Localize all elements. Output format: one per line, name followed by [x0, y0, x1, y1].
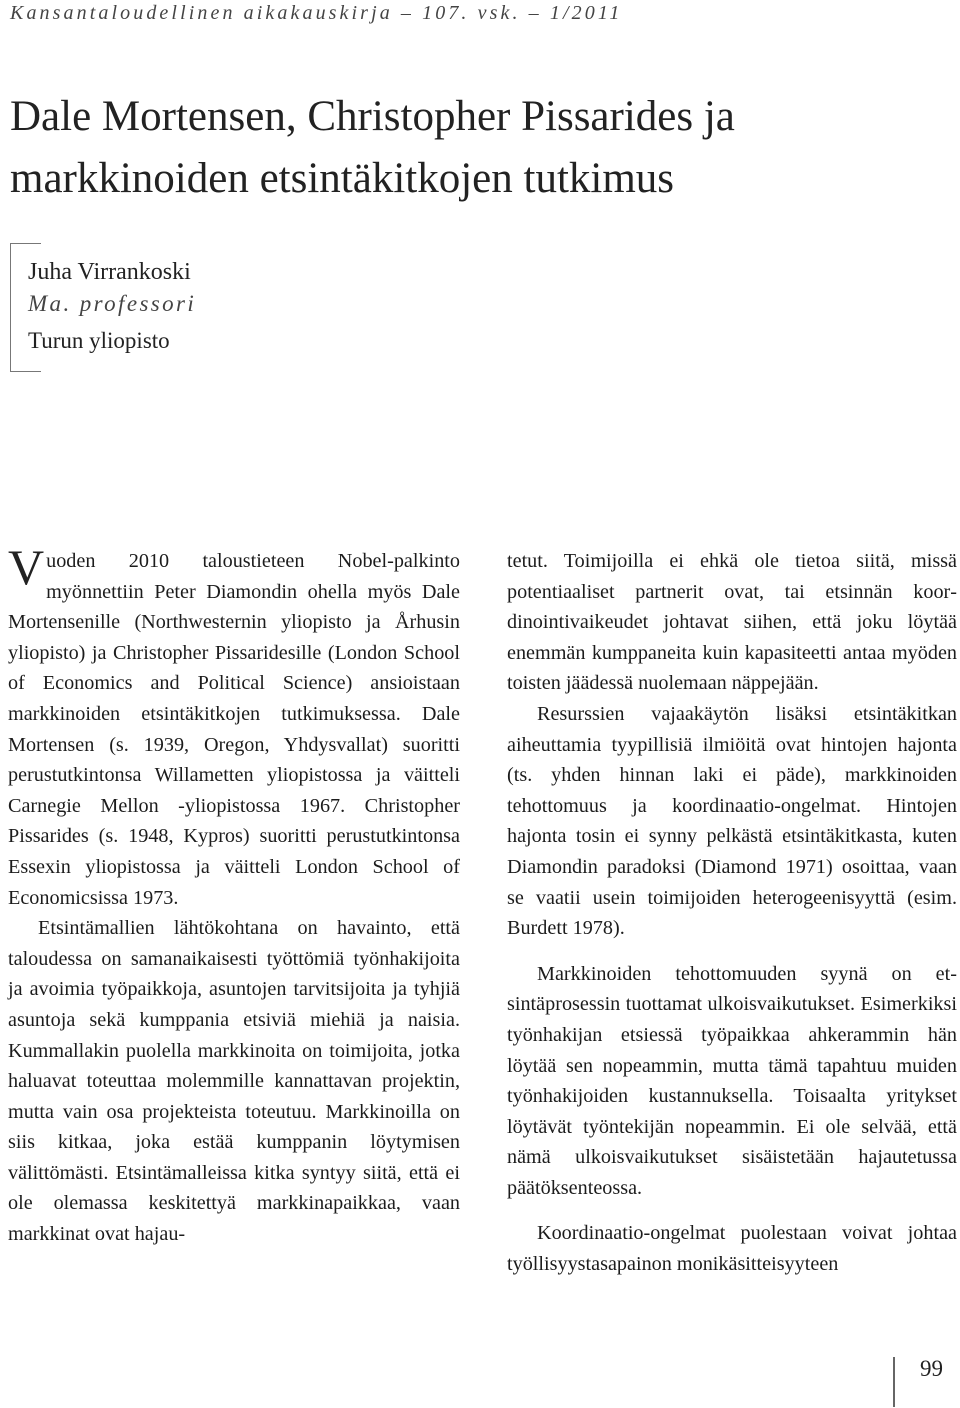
body-paragraph: Markkinoiden tehottomuuden syynä on etsintäprosessin tuottamat ulkoisvaikutukset. Esimerkiksi työnhakijan etsiessä työpaikkaa ahkerammin hän löytää sen nopeammin, mutta tämä tapahtuu muiden työnhakijoiden kustannuksella. Toisaalta yritykset löytävät työntekijän nopeammin. Ei ole selvää, että nämä ulkoisvaikutukset sisäistetään hajautetussa päätöksenteossa. — [507, 962, 957, 1199]
author-block — [28, 255, 196, 363]
author-affiliation: Turun yliopisto — [28, 328, 170, 353]
body-paragraph: Koordinaatio-ongelmat puolestaan voivat johtaa työllisyystasapainon monikäsitteisyyteen — [507, 1222, 957, 1276]
article-title-line-1: Dale Mortensen, Christopher Pissarides ja — [10, 93, 735, 140]
paragraph-gap — [507, 1203, 957, 1218]
paragraph-text: uoden 2010 taloustieteen Nobel-palkinto myönnettiin Peter Diamondin ohella myös Dale Mortensenille (Northwesternin yliopisto ja Århusin yliopisto) ja Christopher Pissaridesille (London School of Economics and Political Science) ansioistaan markkinoiden etsintäkitkojen tutkimuksessa. Dale Mortensen (s. 1939, Oregon, Yhdysvallat) suoritti perustutkintonsa Willametten yliopistossa ja väitteli Carnegie Mellon -yliopistossa 1967. Christopher Pissarides (s. 1948, Kypros) suoritti perustutkintonsa Essexin yliopistossa ja väitteli London School of Economicsissa 1973. — [8, 550, 460, 909]
page-number: 99 — [920, 1356, 943, 1381]
paragraph-gap — [507, 944, 957, 959]
drop-cap: V — [8, 539, 45, 595]
journal-header: Kansantaloudellinen aikakauskirja – 107. vsk. – 1/2011 — [10, 2, 623, 24]
body-paragraph: Etsintämallien lähtökohtana on havainto, että taloudessa on samanaikaisesti työttömiä työnhakijoita ja avoimia työpaikkoja, asuntojen tarvitsijoita ja tyhjiä asuntoja sekä kumppania etsiviä miehiä ja naisia. Kummallakin puolella markkinoita on toimijoita, jotka haluavat toteuttaa molemmille kannattavan projektin, mutta vain osa projekteista toteutuu. Markkinoilla on siis kitkaa, joka estää kumppanin löytymisen välittömästi. Etsintämalleissa kitka syntyy siitä, että ei ole olemassa keskitettyä markkinapaikkaa, vaan markkinat ovat hajau- — [8, 917, 460, 1246]
author-name: Juha Virrankoski — [28, 259, 191, 285]
article-title-line-2: markkinoiden etsintäkitkojen tutkimus — [10, 155, 675, 202]
page-number-rule — [893, 1357, 895, 1407]
body-column-right — [507, 546, 957, 1280]
body-paragraph — [8, 539, 460, 913]
author-role: Ma. professori — [28, 291, 197, 316]
body-column-left — [8, 539, 460, 1250]
body-paragraph: tetut. Toimijoilla ei ehkä ole tietoa siitä, missä potentiaaliset partnerit ovat, tai etsinnän koordinointivaikeudet johtavat siihen, että joku löytää enemmän kumppaneita kuin kapasiteetti antaa myöden toisten jäädessä nuolemaan näppejään. — [507, 550, 957, 695]
article-title — [10, 86, 735, 210]
body-paragraph: Resurssien vajaakäytön lisäksi etsintäkitkan aiheuttamia tyypillisiä ilmiöitä ovat hintojen hajonta (ts. yhden hinnan laki ei päde), markkinoiden tehottomuus ja koordinaatio-ongelmat. Hintojen hajonta tosin ei synny pelkästä etsintäkitkasta, kuten Diamondin paradoksi (Diamond 1971) osoittaa, vaan se vaatii usein toimijoiden heterogeenisyyttä (esim. Burdett 1978). — [507, 702, 957, 940]
